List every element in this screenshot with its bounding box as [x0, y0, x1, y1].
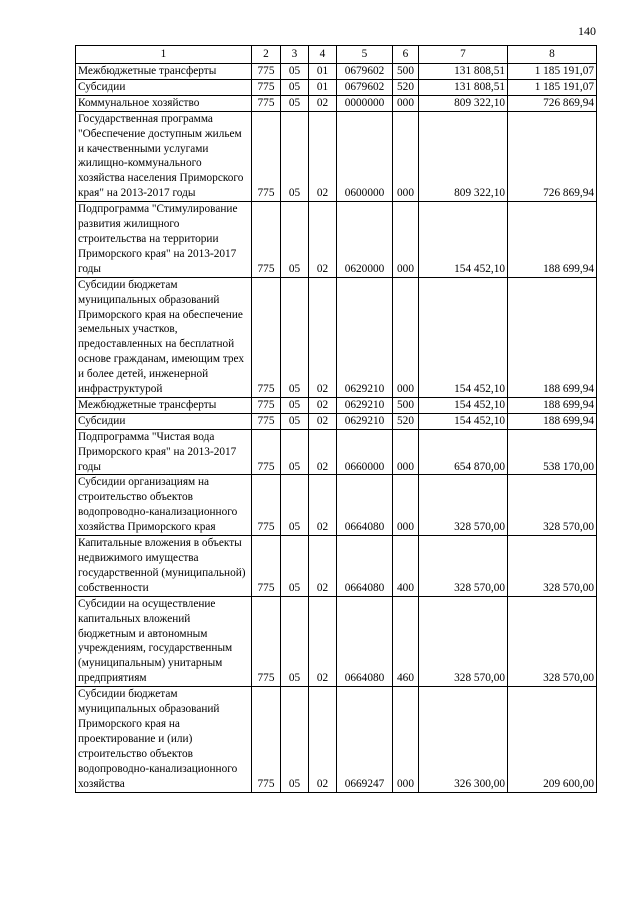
subsection-code-cell: 02: [309, 596, 337, 686]
subsection-code-cell: 02: [309, 429, 337, 475]
header-cell: 7: [419, 46, 508, 64]
section-code-cell: 05: [281, 202, 309, 278]
amount-2014-cell: 328 570,00: [419, 596, 508, 686]
header-cell: 1: [76, 46, 252, 64]
section-code-cell: 05: [281, 413, 309, 429]
target-article-cell: 0679602: [337, 79, 393, 95]
header-cell: 2: [252, 46, 281, 64]
amount-2015-cell: 1 185 191,07: [508, 64, 597, 80]
amount-2015-cell: 188 699,94: [508, 277, 597, 397]
header-cell: 6: [393, 46, 419, 64]
amount-2014-cell: 654 870,00: [419, 429, 508, 475]
expense-type-cell: 520: [393, 79, 419, 95]
ministry-code-cell: 775: [252, 79, 281, 95]
row-name-cell: Коммунальное хозяйство: [76, 95, 252, 111]
amount-2014-cell: 131 808,51: [419, 79, 508, 95]
ministry-code-cell: 775: [252, 95, 281, 111]
target-article-cell: 0000000: [337, 95, 393, 111]
table-row: [76, 111, 597, 201]
section-code-cell: 05: [281, 111, 309, 201]
expense-type-cell: 000: [393, 429, 419, 475]
row-name-cell: Субсидии бюджетам муниципальных образований Приморского края на проектирование и (или) строительство объектов водопроводно-канализационного хозяйства: [76, 687, 252, 792]
header-cell: 4: [309, 46, 337, 64]
expense-type-cell: 000: [393, 95, 419, 111]
row-name-cell: Межбюджетные трансферты: [76, 64, 252, 80]
subsection-code-cell: 02: [309, 111, 337, 201]
target-article-cell: 0664080: [337, 475, 393, 536]
ministry-code-cell: 775: [252, 397, 281, 413]
row-name-cell: Капитальные вложения в объекты недвижимого имущества государственной (муниципальной) собственности: [76, 536, 252, 597]
table-row: [76, 429, 597, 475]
expense-type-cell: 460: [393, 596, 419, 686]
header-cell: 3: [281, 46, 309, 64]
row-name-cell: Государственная программа "Обеспечение доступным жильем и качественными услугами жилищно-коммунального хозяйства населения Приморского края" на 2013-2017 годы: [76, 111, 252, 201]
amount-2015-cell: 328 570,00: [508, 475, 597, 536]
amount-2014-cell: 326 300,00: [419, 687, 508, 792]
subsection-code-cell: 02: [309, 397, 337, 413]
amount-2015-cell: 726 869,94: [508, 95, 597, 111]
section-code-cell: 05: [281, 475, 309, 536]
table-header-row: [76, 46, 597, 64]
target-article-cell: 0660000: [337, 429, 393, 475]
subsection-code-cell: 01: [309, 64, 337, 80]
budget-table: [75, 45, 597, 793]
subsection-code-cell: 02: [309, 413, 337, 429]
subsection-code-cell: 02: [309, 277, 337, 397]
subsection-code-cell: 02: [309, 687, 337, 792]
subsection-code-cell: 02: [309, 475, 337, 536]
ministry-code-cell: 775: [252, 475, 281, 536]
target-article-cell: 0669247: [337, 687, 393, 792]
amount-2015-cell: 188 699,94: [508, 413, 597, 429]
amount-2014-cell: 154 452,10: [419, 277, 508, 397]
section-code-cell: 05: [281, 596, 309, 686]
subsection-code-cell: 01: [309, 79, 337, 95]
amount-2014-cell: 328 570,00: [419, 475, 508, 536]
ministry-code-cell: 775: [252, 596, 281, 686]
section-code-cell: 05: [281, 277, 309, 397]
subsection-code-cell: 02: [309, 536, 337, 597]
header-cell: 5: [337, 46, 393, 64]
amount-2015-cell: 1 185 191,07: [508, 79, 597, 95]
ministry-code-cell: 775: [252, 277, 281, 397]
amount-2014-cell: 809 322,10: [419, 95, 508, 111]
target-article-cell: 0600000: [337, 111, 393, 201]
table-row: [76, 536, 597, 597]
header-cell: 8: [508, 46, 597, 64]
table-row: [76, 475, 597, 536]
section-code-cell: 05: [281, 95, 309, 111]
page-number: 140: [578, 24, 596, 38]
amount-2015-cell: 328 570,00: [508, 536, 597, 597]
amount-2015-cell: 726 869,94: [508, 111, 597, 201]
amount-2014-cell: 328 570,00: [419, 536, 508, 597]
row-name-cell: Субсидии: [76, 413, 252, 429]
amount-2015-cell: 188 699,94: [508, 202, 597, 278]
row-name-cell: Субсидии бюджетам муниципальных образований Приморского края на обеспечение земельных участков, предоставленных на бесплатной основе гражданам, имеющим трех и более детей, инженерной инфраструктурой: [76, 277, 252, 397]
expense-type-cell: 000: [393, 687, 419, 792]
table-row: [76, 413, 597, 429]
row-name-cell: Межбюджетные трансферты: [76, 397, 252, 413]
row-name-cell: Подпрограмма "Стимулирование развития жилищного строительства на территории Приморского края" на 2013-2017 годы: [76, 202, 252, 278]
ministry-code-cell: 775: [252, 64, 281, 80]
expense-type-cell: 000: [393, 111, 419, 201]
target-article-cell: 0629210: [337, 397, 393, 413]
target-article-cell: 0620000: [337, 202, 393, 278]
table-row: [76, 277, 597, 397]
subsection-code-cell: 02: [309, 95, 337, 111]
target-article-cell: 0629210: [337, 277, 393, 397]
target-article-cell: 0629210: [337, 413, 393, 429]
table-row: [76, 202, 597, 278]
row-name-cell: Субсидии на осуществление капитальных вложений бюджетным и автономным учреждениям, государственным (муниципальным) унитарным предприятиям: [76, 596, 252, 686]
expense-type-cell: 500: [393, 397, 419, 413]
ministry-code-cell: 775: [252, 429, 281, 475]
section-code-cell: 05: [281, 397, 309, 413]
expense-type-cell: 500: [393, 64, 419, 80]
expense-type-cell: 520: [393, 413, 419, 429]
row-name-cell: Субсидии: [76, 79, 252, 95]
ministry-code-cell: 775: [252, 536, 281, 597]
amount-2014-cell: 154 452,10: [419, 202, 508, 278]
section-code-cell: 05: [281, 79, 309, 95]
amount-2015-cell: 188 699,94: [508, 397, 597, 413]
ministry-code-cell: 775: [252, 413, 281, 429]
table-row: [76, 596, 597, 686]
table-row: [76, 397, 597, 413]
row-name-cell: Субсидии организациям на строительство объектов водопроводно-канализационного хозяйства Приморского края: [76, 475, 252, 536]
amount-2014-cell: 154 452,10: [419, 413, 508, 429]
expense-type-cell: 000: [393, 202, 419, 278]
amount-2014-cell: 131 808,51: [419, 64, 508, 80]
amount-2015-cell: 328 570,00: [508, 596, 597, 686]
section-code-cell: 05: [281, 687, 309, 792]
table-row: [76, 79, 597, 95]
expense-type-cell: 400: [393, 536, 419, 597]
table-row: [76, 95, 597, 111]
row-name-cell: Подпрограмма "Чистая вода Приморского края" на 2013-2017 годы: [76, 429, 252, 475]
amount-2014-cell: 809 322,10: [419, 111, 508, 201]
expense-type-cell: 000: [393, 277, 419, 397]
ministry-code-cell: 775: [252, 202, 281, 278]
subsection-code-cell: 02: [309, 202, 337, 278]
target-article-cell: 0664080: [337, 596, 393, 686]
expense-type-cell: 000: [393, 475, 419, 536]
section-code-cell: 05: [281, 64, 309, 80]
amount-2015-cell: 538 170,00: [508, 429, 597, 475]
ministry-code-cell: 775: [252, 111, 281, 201]
table-row: [76, 687, 597, 792]
table-row: [76, 64, 597, 80]
amount-2014-cell: 154 452,10: [419, 397, 508, 413]
ministry-code-cell: 775: [252, 687, 281, 792]
amount-2015-cell: 209 600,00: [508, 687, 597, 792]
section-code-cell: 05: [281, 536, 309, 597]
target-article-cell: 0679602: [337, 64, 393, 80]
target-article-cell: 0664080: [337, 536, 393, 597]
section-code-cell: 05: [281, 429, 309, 475]
